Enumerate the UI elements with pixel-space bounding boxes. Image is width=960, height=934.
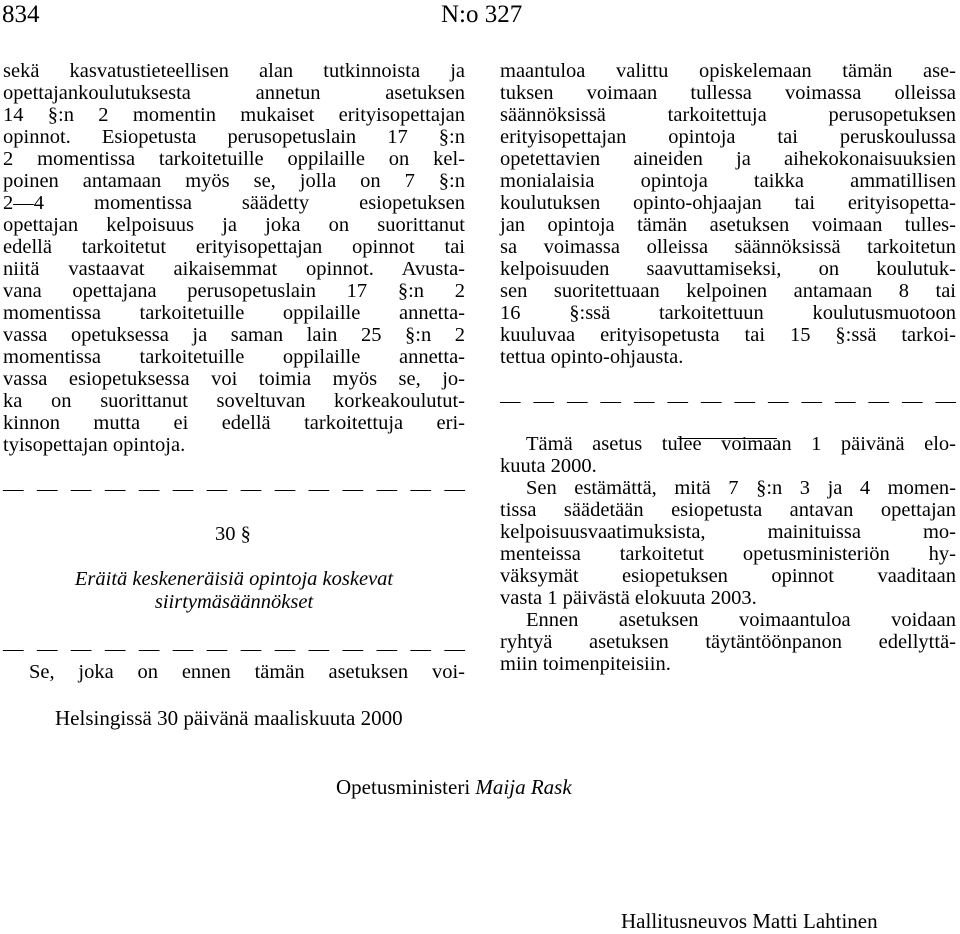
section-title-cont: siirtymäsäännökset [154, 591, 314, 613]
text-line: ryhtyä asetuksen täytäntöönpanon edellyttä- [500, 631, 956, 653]
text-line: kuuluvaa erityisopetusta tai 15 §:ssä tarkoi- [500, 324, 956, 346]
text-line: 2—4 momentissa säädetty esiopetuksen [3, 192, 465, 214]
text-line: sekä kasvatustieteellisen alan tutkinnoista ja [3, 60, 465, 82]
text-line: jan opintoja tämän asetuksen voimaan tulles- [500, 214, 956, 236]
text-line: kelpoisuuden saavuttamiseksi, on koulutuk- [500, 258, 956, 280]
text-line: sa voimassa olleissa säännöksissä tarkoitetun [500, 236, 956, 258]
text-line: väksymät esiopetuksen opinnot vaaditaan [500, 565, 956, 587]
text-line: ka on suorittanut soveltuvan korkeakoulutut- [3, 390, 465, 412]
right-column [500, 60, 956, 368]
counsel-signature: Hallitusneuvos Matti Lahtinen [621, 909, 878, 933]
text-line: tissa säädetään esiopetusta antavan opettajan [500, 499, 956, 521]
text-line: sen suoritettuaan kelpoinen antamaan 8 tai [500, 280, 956, 302]
text-line: Se, joka on ennen tämän asetuksen voi- [29, 661, 465, 683]
dash-separator: — — — — — — — — — — — — — — [3, 478, 465, 500]
left-column [3, 60, 465, 456]
text-line: kelpoisuusvaatimuksista, mainituissa mo- [500, 521, 956, 543]
section-title: Eräitä keskeneräisiä opintoja koskevat [74, 568, 394, 590]
issue-number: N:o 327 [441, 1, 523, 28]
text-line: kinnon mutta ei edellä tarkoitettuja eri- [3, 412, 465, 434]
text-line: tuksen voimaan tullessa voimassa olleissa [500, 82, 956, 104]
text-line: menteissa tarkoitetut opetusministeriön hy- [500, 543, 956, 565]
text-line: 14 §:n 2 momentin mukaiset erityisopettajan [3, 104, 465, 126]
minister-title: Opetusministeri [336, 775, 471, 799]
text-line: Sen estämättä, mitä 7 §:n 3 ja 4 momen- [526, 477, 956, 499]
text-line: koulutuksen opinto-ohjaajan tai erityisopetta- [500, 192, 956, 214]
right-para-2 [500, 433, 956, 675]
minister-signature [336, 775, 572, 800]
text-line: vassa opetuksessa ja saman lain 25 §:n 2 [3, 324, 465, 346]
text-line: momentissa tarkoitetuille oppilaille annetta- [3, 346, 465, 368]
text-line: poinen antamaan myös se, jolla on 7 §:n [3, 170, 465, 192]
text-line: momentissa tarkoitetuille oppilaille annetta- [3, 302, 465, 324]
dash-separator: — — — — — — — — — — — — — — [500, 390, 956, 412]
text-line: opetettavien aineiden ja aihekokonaisuuksien [500, 148, 956, 170]
text-line: opettajankoulutuksesta annetun asetuksen [3, 82, 465, 104]
text-line: tettua opinto-ohjausta. [500, 346, 684, 368]
text-line: edellä tarkoitetut erityisopettajan opinnot tai [3, 236, 465, 258]
page-number: 834 [2, 1, 40, 28]
text-line: kuuta 2000. [500, 455, 597, 477]
text-line: Tämä asetus tulee voimaan 1 päivänä elo- [526, 433, 956, 455]
text-line: säännöksissä tarkoitettuja perusopetuksen [500, 104, 956, 126]
text-line: maantuloa valittu opiskelemaan tämän ase- [500, 60, 956, 82]
text-line: monialaisia opintoja taikka ammatillisen [500, 170, 956, 192]
section-number: 30 § [215, 523, 251, 545]
dash-separator: — — — — — — — — — — — — — — [3, 638, 465, 660]
text-line: 2 momentissa tarkoitetuille oppilaille on kel- [3, 148, 465, 170]
text-line: opinnot. Esiopetusta perusopetuslain 17 §:n [3, 126, 465, 148]
text-line: erityisopettajan opintoja tai peruskoulussa [500, 126, 956, 148]
place-date: Helsingissä 30 päivänä maaliskuuta 2000 [55, 706, 403, 730]
text-line: tyisopettajan opintoja. [3, 434, 186, 456]
text-line: opettajan kelpoisuus ja joka on suorittanut [3, 214, 465, 236]
minister-name: Maija Rask [475, 775, 572, 799]
text-line: Ennen asetuksen voimaantuloa voidaan [526, 609, 956, 631]
text-line: 16 §:ssä tarkoitettuun koulutusmuotoon [500, 302, 956, 324]
text-line: vassa esiopetuksessa voi toimia myös se, jo- [3, 368, 465, 390]
text-line: miin toimenpiteisiin. [500, 653, 671, 675]
text-line: vana opettajana perusopetuslain 17 §:n 2 [3, 280, 465, 302]
text-line: vasta 1 päivästä elokuuta 2003. [500, 587, 757, 609]
text-line: niitä vastaavat aikaisemmat opinnot. Avusta- [3, 258, 465, 280]
